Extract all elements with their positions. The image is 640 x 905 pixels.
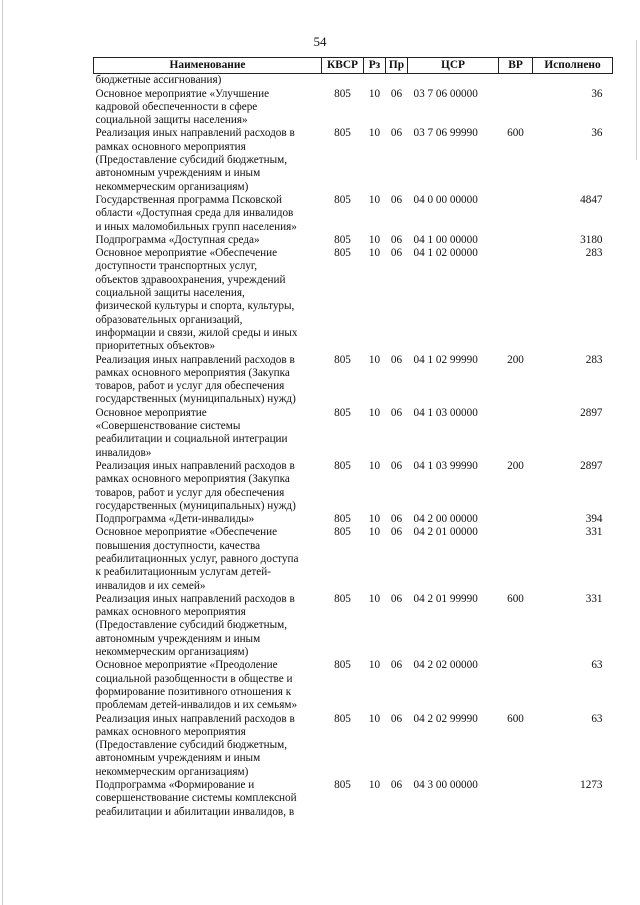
row-executed: 2897 — [580, 459, 603, 472]
table-row — [94, 526, 613, 592]
row-name — [94, 234, 322, 247]
row-pr: 06 — [390, 592, 403, 605]
row-vr — [499, 659, 533, 712]
row-name-line: кадровой обеспеченности в сфере — [95, 100, 258, 113]
budget-table — [93, 57, 613, 819]
row-name — [94, 74, 322, 88]
row-kvsr: 805 — [334, 779, 351, 792]
row-vr — [499, 194, 533, 234]
row-kvsr: 805 — [334, 712, 351, 725]
row-csr: 04 2 02 99990 — [413, 712, 478, 725]
row-name-line: бюджетные ассигнования) — [95, 74, 222, 87]
row-name-line: объектов здравоохранения, учреждений — [95, 273, 286, 286]
row-csr: 04 2 00 00000 — [413, 513, 478, 526]
row-csr: 03 7 06 99990 — [413, 127, 478, 140]
row-rz: 10 — [368, 513, 381, 526]
row-name — [94, 659, 322, 712]
row-pr: 06 — [390, 87, 403, 100]
row-name-line: рамках основного мероприятия — [95, 140, 246, 153]
row-name-line: инвалидов» — [95, 446, 152, 459]
row-name-line: социальной защиты населения» — [95, 114, 248, 127]
row-name-line: Основное мероприятие «Улучшение — [95, 87, 270, 100]
row-kvsr — [322, 74, 364, 88]
row-executed: 283 — [585, 353, 603, 366]
row-pr: 06 — [390, 459, 403, 472]
row-name-line: физической культуры и спорта, культуры, — [95, 300, 295, 313]
row-name-line: повышения доступности, качества — [95, 539, 261, 552]
scan-edge-left — [2, 0, 3, 905]
row-name-line: реабилитации и социальной интеграции — [95, 433, 288, 446]
row-rz: 10 — [368, 127, 381, 140]
header-executed: Исполнено — [533, 58, 613, 74]
row-name-line: Государственная программа Псковской — [95, 193, 283, 206]
row-name-line: Основное мероприятие — [95, 406, 207, 419]
row-vr — [499, 407, 533, 460]
row-name-line: некоммерческим организациям) — [95, 765, 249, 778]
row-executed: 331 — [585, 526, 603, 539]
row-name-line: области «Доступная среда для инвалидов — [95, 207, 294, 220]
row-name-line: проблемам детей-инвалидов и их семьям» — [95, 699, 298, 712]
row-csr — [408, 74, 499, 88]
row-executed: 1273 — [580, 779, 603, 792]
row-pr: 06 — [390, 779, 403, 792]
row-csr: 04 2 01 99990 — [413, 592, 478, 605]
row-name-line: рамках основного мероприятия (Закупка — [95, 366, 290, 379]
row-rz: 10 — [368, 459, 381, 472]
row-kvsr: 805 — [334, 592, 351, 605]
row-name-line: Подпрограмма «Доступная среда» — [95, 233, 260, 246]
row-vr: 200 — [507, 459, 524, 472]
row-name-line: товаров, работ и услуг для обеспечения — [95, 486, 285, 499]
header-rz: Рз — [364, 58, 386, 74]
header-kvsr: КВСР — [322, 58, 364, 74]
row-name — [94, 460, 322, 513]
row-name-line: государственных (муниципальных) нужд) — [95, 393, 296, 406]
row-name-line: реабилитационных услуг, равного доступа — [95, 552, 299, 565]
row-vr — [499, 74, 533, 88]
row-name — [94, 713, 322, 779]
row-csr: 04 2 02 00000 — [413, 659, 478, 672]
row-csr: 04 2 01 00000 — [413, 526, 478, 539]
row-name-line: автономным учреждениям и иным — [95, 167, 261, 180]
row-executed: 394 — [585, 513, 603, 526]
row-rz: 10 — [368, 592, 381, 605]
row-rz: 10 — [368, 193, 381, 206]
table-row — [94, 593, 613, 659]
row-name — [94, 194, 322, 234]
table-row — [94, 779, 613, 819]
row-executed: 2897 — [580, 406, 603, 419]
table-row — [94, 88, 613, 128]
header-csr: ЦСР — [408, 58, 499, 74]
row-name-line: приоритетных объектов» — [95, 340, 216, 353]
row-csr: 03 7 06 00000 — [413, 87, 478, 100]
row-name-line: Основное мероприятие «Преодоление — [95, 659, 278, 672]
row-rz: 10 — [368, 712, 381, 725]
row-executed: 63 — [591, 659, 603, 672]
row-name-line: некоммерческим организациям) — [95, 646, 249, 659]
row-name — [94, 779, 322, 819]
row-name — [94, 513, 322, 526]
table-row — [94, 407, 613, 460]
row-pr: 06 — [390, 193, 403, 206]
row-name-line: социальной защиты населения, — [95, 287, 245, 300]
row-name-line: Подпрограмма «Дети-инвалиды» — [95, 513, 255, 526]
row-kvsr: 805 — [334, 513, 351, 526]
row-executed — [533, 74, 613, 88]
table-header — [94, 58, 613, 74]
row-name-line: (Предоставление субсидий бюджетным, — [95, 154, 288, 167]
row-kvsr: 805 — [334, 247, 351, 260]
row-csr: 04 1 02 99990 — [413, 353, 478, 366]
row-rz: 10 — [368, 87, 381, 100]
row-name-line: автономным учреждениям и иным — [95, 752, 261, 765]
table-row — [94, 659, 613, 712]
row-rz: 10 — [368, 659, 381, 672]
row-executed: 36 — [591, 87, 603, 100]
row-name-line: и иных маломобильных групп населения» — [95, 220, 297, 233]
row-name-line: Подпрограмма «Формирование и — [95, 779, 255, 792]
row-rz: 10 — [368, 779, 381, 792]
row-vr — [499, 234, 533, 247]
row-rz: 10 — [368, 247, 381, 260]
table-row — [94, 513, 613, 526]
row-name-line: Основное мероприятие «Обеспечение — [95, 247, 278, 260]
header-row — [94, 58, 613, 74]
row-csr: 04 3 00 00000 — [413, 779, 478, 792]
row-name — [94, 127, 322, 193]
table-row — [94, 354, 613, 407]
row-name — [94, 354, 322, 407]
row-name-line: рамках основного мероприятия — [95, 725, 246, 738]
table-row — [94, 247, 613, 353]
row-pr: 06 — [390, 526, 403, 539]
row-vr — [499, 88, 533, 128]
row-pr: 06 — [390, 247, 403, 260]
row-vr — [499, 247, 533, 353]
row-vr: 200 — [507, 353, 524, 366]
row-name — [94, 88, 322, 128]
table-row — [94, 127, 613, 193]
page-number: 54 — [313, 34, 327, 49]
row-name-line: автономным учреждениям и иным — [95, 632, 261, 645]
row-kvsr: 805 — [334, 127, 351, 140]
row-name-line: социальной разобщенности в обществе и — [95, 672, 293, 685]
row-pr: 06 — [390, 127, 403, 140]
row-kvsr: 805 — [334, 659, 351, 672]
row-kvsr: 805 — [334, 526, 351, 539]
row-name-line: Реализация иных направлений расходов в — [95, 712, 295, 725]
row-name-line: совершенствование системы комплексной — [95, 792, 297, 805]
row-name-line: (Предоставление субсидий бюджетным, — [95, 619, 288, 632]
row-name-line: к реабилитационным услугам детей- — [95, 566, 271, 579]
header-vr: ВР — [499, 58, 533, 74]
row-name-line: инвалидов и их семей» — [95, 579, 206, 592]
row-name — [94, 247, 322, 353]
row-rz: 10 — [368, 233, 381, 246]
row-name-line: Основное мероприятие «Обеспечение — [95, 526, 278, 539]
row-pr — [386, 74, 408, 88]
row-vr — [499, 526, 533, 592]
row-kvsr: 805 — [334, 233, 351, 246]
row-csr: 04 0 00 00000 — [413, 193, 478, 206]
row-name-line: доступности транспортных услуг, — [95, 260, 258, 273]
row-kvsr: 805 — [334, 353, 351, 366]
row-vr — [499, 779, 533, 819]
row-pr: 06 — [390, 353, 403, 366]
table-row — [94, 194, 613, 234]
row-kvsr: 805 — [334, 193, 351, 206]
table-row — [94, 74, 613, 88]
row-vr: 600 — [507, 712, 524, 725]
row-rz: 10 — [368, 526, 381, 539]
row-csr: 04 1 00 00000 — [413, 233, 478, 246]
row-name-line: Реализация иных направлений расходов в — [95, 127, 295, 140]
row-rz — [364, 74, 386, 88]
row-name-line: «Совершенствование системы — [95, 420, 241, 433]
row-name-line: рамках основного мероприятия — [95, 606, 246, 619]
row-name-line: реабилитации и абилитации инвалидов, в — [95, 805, 295, 818]
row-executed: 36 — [591, 127, 603, 140]
table-row — [94, 460, 613, 513]
row-name-line: государственных (муниципальных) нужд) — [95, 499, 296, 512]
row-vr: 600 — [507, 127, 524, 140]
row-name — [94, 526, 322, 592]
row-executed: 4847 — [580, 193, 603, 206]
table-body — [94, 74, 613, 819]
row-name-line: товаров, работ и услуг для обеспечения — [95, 380, 285, 393]
row-rz: 10 — [368, 406, 381, 419]
row-name-line: образовательных организаций, — [95, 313, 243, 326]
row-name-line: информации и связи, жилой среды и иных — [95, 326, 298, 339]
table-row — [94, 234, 613, 247]
row-pr: 06 — [390, 659, 403, 672]
row-pr: 06 — [390, 712, 403, 725]
row-name-line: некоммерческим организациям) — [95, 180, 249, 193]
row-vr: 600 — [507, 592, 524, 605]
row-name — [94, 407, 322, 460]
row-name-line: Реализация иных направлений расходов в — [95, 459, 295, 472]
row-pr: 06 — [390, 233, 403, 246]
header-name: Наименование — [94, 58, 322, 74]
row-kvsr: 805 — [334, 459, 351, 472]
row-name-line: формирование позитивного отношения к — [95, 685, 292, 698]
row-csr: 04 1 02 00000 — [413, 247, 478, 260]
row-executed: 63 — [591, 712, 603, 725]
row-csr: 04 1 03 00000 — [413, 406, 478, 419]
row-kvsr: 805 — [334, 87, 351, 100]
row-csr: 04 1 03 99990 — [413, 459, 478, 472]
row-name-line: (Предоставление субсидий бюджетным, — [95, 739, 288, 752]
row-pr: 06 — [390, 513, 403, 526]
row-kvsr: 805 — [334, 406, 351, 419]
header-pr: Пр — [386, 58, 408, 74]
scan-mark-right — [636, 40, 637, 160]
row-name-line: Реализация иных направлений расходов в — [95, 592, 295, 605]
row-executed: 3180 — [580, 233, 603, 246]
row-executed: 283 — [585, 247, 603, 260]
row-name-line: рамках основного мероприятия (Закупка — [95, 473, 290, 486]
row-rz: 10 — [368, 353, 381, 366]
row-vr — [499, 513, 533, 526]
row-executed: 331 — [585, 592, 603, 605]
table-row — [94, 713, 613, 779]
row-name-line: Реализация иных направлений расходов в — [95, 353, 295, 366]
row-name — [94, 593, 322, 659]
row-pr: 06 — [390, 406, 403, 419]
